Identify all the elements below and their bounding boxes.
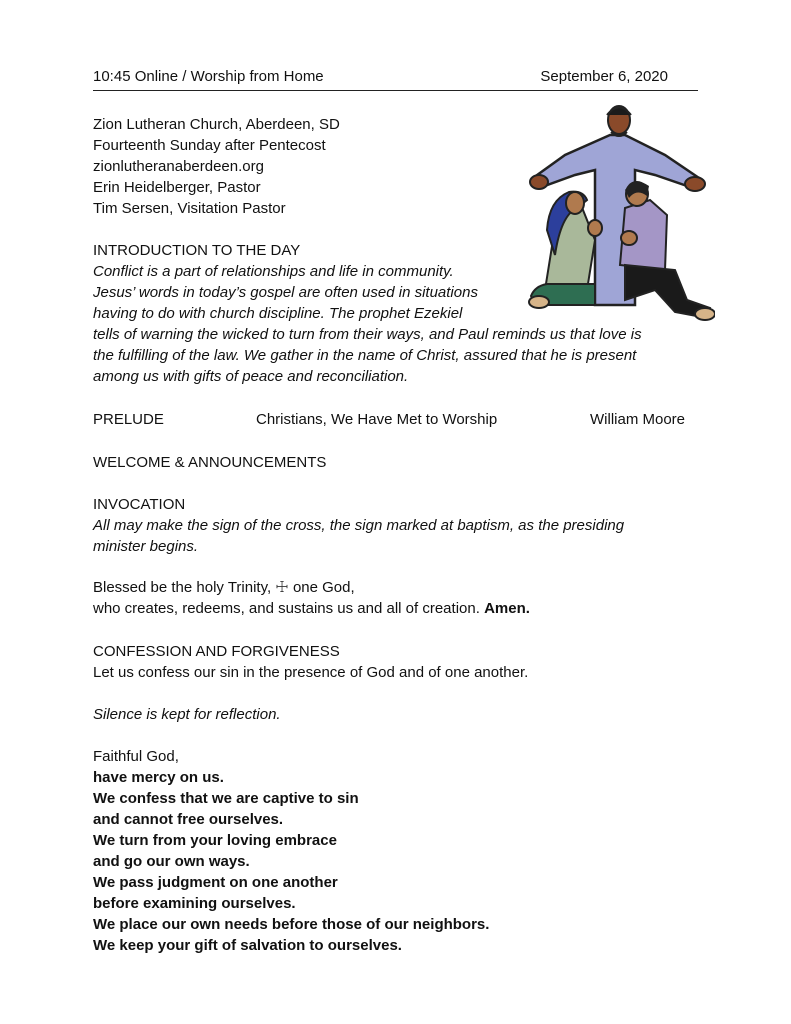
introduction-heading: INTRODUCTION TO THE DAY (93, 242, 301, 259)
confession-heading: CONFESSION AND FORGIVENESS (93, 643, 340, 660)
page-header (93, 66, 698, 91)
invocation-blessing-line (93, 577, 355, 598)
blessing-text: who creates, redeems, and sustains us and all of creation. (93, 600, 485, 617)
invocation-blessing-line (93, 598, 530, 619)
confession-response-line: before examining ourselves. (93, 895, 296, 912)
introduction-line: Conflict is a part of relationships and life in community. (93, 263, 454, 280)
amen-response: Amen. (484, 600, 530, 617)
church-website: zionlutheranaberdeen.org (93, 158, 264, 175)
pastor-name: Erin Heidelberger, Pastor (93, 179, 261, 196)
confession-response-line: have mercy on us. (93, 769, 224, 786)
silence-rubric: Silence is kept for reflection. (93, 706, 281, 723)
visitation-pastor-name: Tim Sersen, Visitation Pastor (93, 200, 286, 217)
confession-response-line: We keep your gift of salvation to ourselves. (93, 937, 402, 954)
jesus-embracing-illustration (525, 100, 715, 325)
introduction-line: Jesus’ words in today’s gospel are often used in situations (93, 284, 478, 301)
confession-response-line: and go our own ways. (93, 853, 250, 870)
cross-icon: ☩ (275, 579, 289, 596)
confession-response-line: We turn from your loving embrace (93, 832, 337, 849)
prelude-label: PRELUDE (93, 411, 164, 428)
church-name: Zion Lutheran Church, Aberdeen, SD (93, 116, 340, 133)
introduction-line: among us with gifts of peace and reconciliation. (93, 368, 409, 385)
service-date: September 6, 2020 (540, 68, 668, 85)
introduction-line: having to do with church discipline. The prophet Ezekiel (93, 305, 463, 322)
prelude-composer: William Moore (590, 411, 686, 428)
confession-response-line: We place our own needs before those of our neighbors. (93, 916, 490, 933)
confession-response-line: We confess that we are captive to sin (93, 790, 359, 807)
confession-response-line: and cannot free ourselves. (93, 811, 284, 828)
prelude-title: Christians, We Have Met to Worship (256, 411, 498, 428)
welcome-heading: WELCOME & ANNOUNCEMENTS (93, 454, 327, 471)
confession-leader: Faithful God, (93, 748, 179, 765)
confession-response-line: We pass judgment on one another (93, 874, 338, 891)
confession-intro: Let us confess our sin in the presence of God and of one another. (93, 664, 529, 681)
invocation-rubric: All may make the sign of the cross, the sign marked at baptism, as the presiding (93, 517, 625, 534)
blessing-text: Blessed be the holy Trinity, (93, 579, 276, 596)
invocation-rubric: minister begins. (93, 538, 199, 555)
liturgical-day: Fourteenth Sunday after Pentecost (93, 137, 326, 154)
introduction-line: tells of warning the wicked to turn from their ways, and Paul reminds us that love is (93, 326, 642, 343)
blessing-text: one God, (288, 579, 355, 596)
invocation-heading: INVOCATION (93, 496, 186, 513)
introduction-line: the fulfilling of the law. We gather in the name of Christ, assured that he is present (93, 347, 637, 364)
service-title: 10:45 Online / Worship from Home (93, 68, 324, 85)
